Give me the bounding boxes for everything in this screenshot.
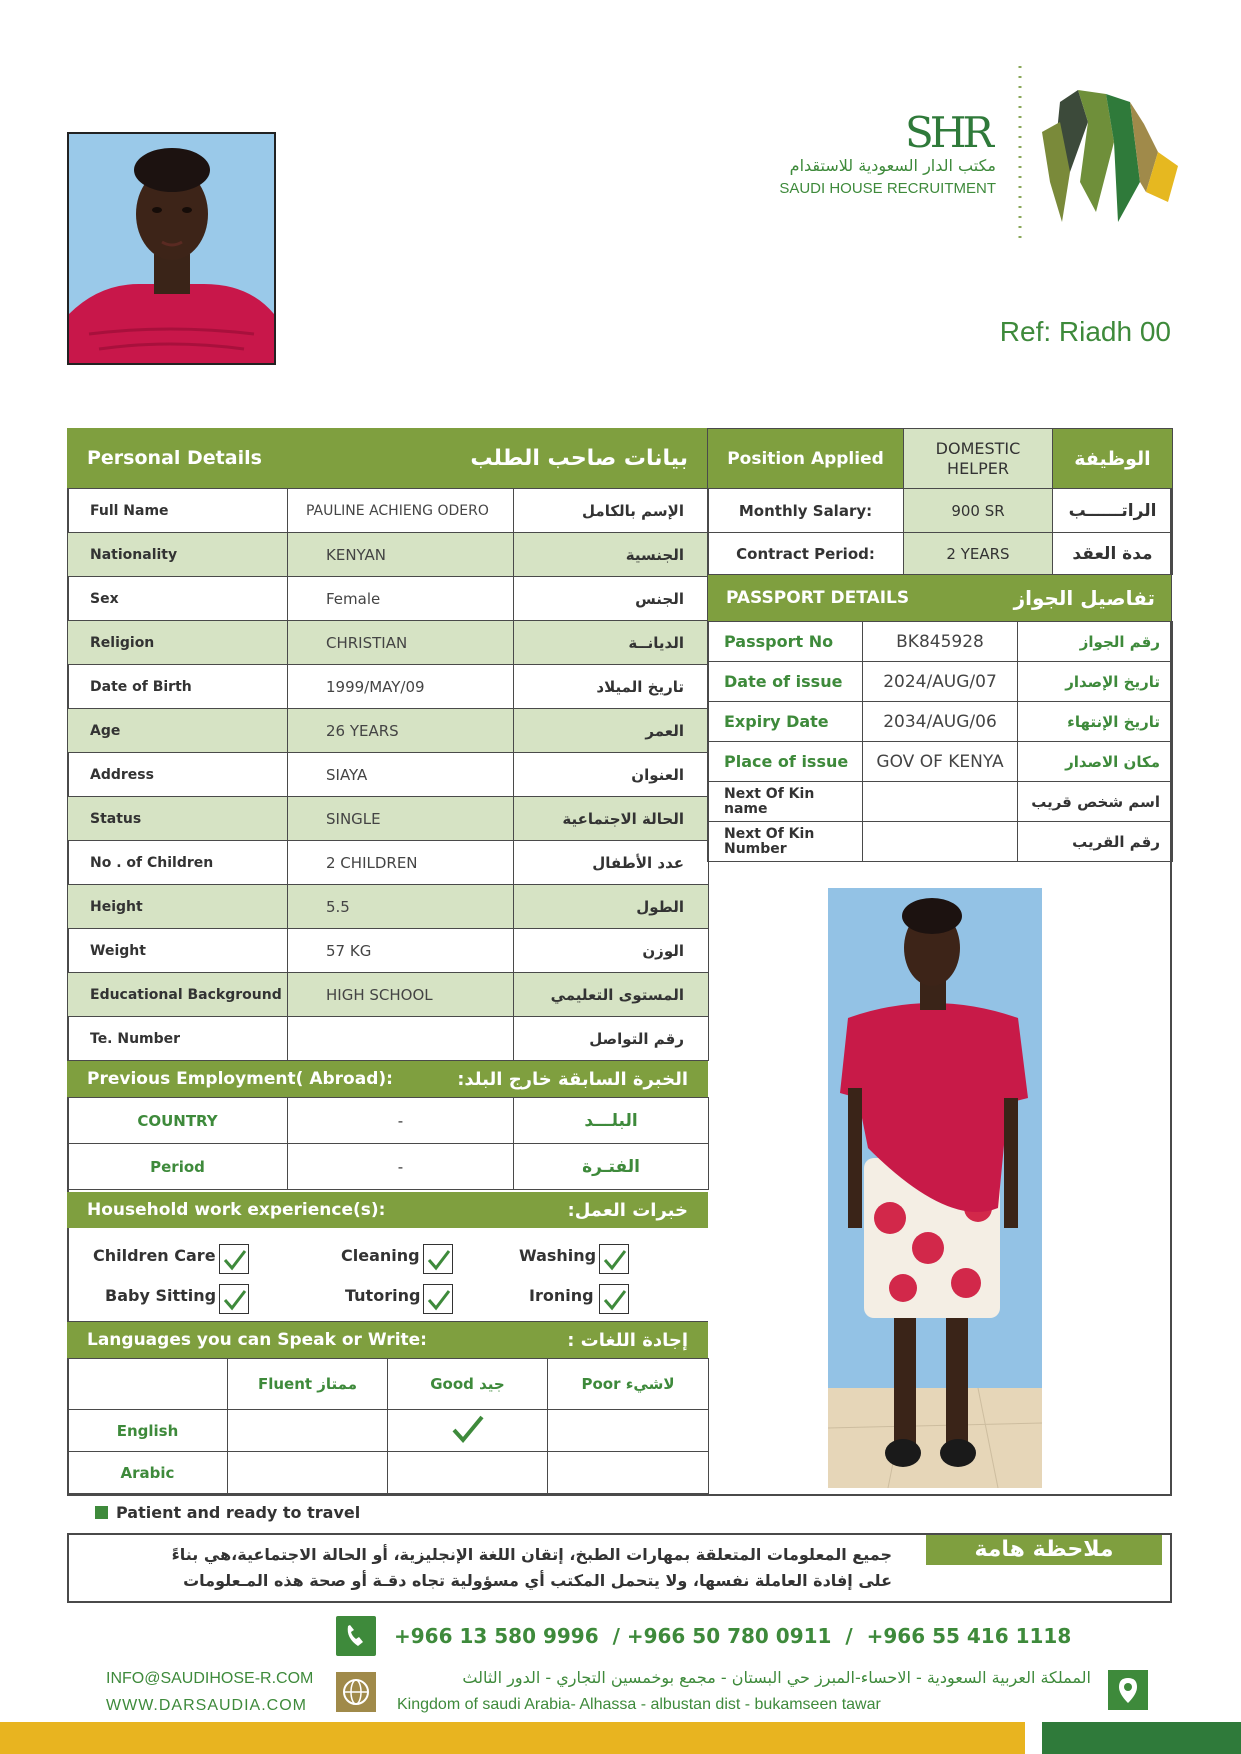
personal-detail-row [68, 621, 709, 665]
detail-label-ar: الإسم بالكامل [514, 489, 709, 533]
household-experience-title: Household work experience(s): [87, 1200, 386, 1220]
detail-label: Height [68, 885, 288, 929]
personal-detail-row [68, 885, 709, 929]
previous-employment-header [67, 1061, 708, 1097]
passport-label: Passport No [708, 622, 863, 662]
good-header: Good جيد [388, 1359, 548, 1410]
full-body-photo [828, 888, 1042, 1488]
detail-value: 57 KG [288, 929, 514, 973]
checkmark-icon [603, 1288, 627, 1312]
remark-line [95, 1503, 360, 1522]
personal-detail-row [68, 533, 709, 577]
household-item-label: Children Care [93, 1246, 216, 1265]
position-applied-value: DOMESTIC HELPER [904, 429, 1053, 489]
detail-label-ar: الحالة الاجتماعية [514, 797, 709, 841]
personal-detail-row [68, 1017, 709, 1061]
fluent-header: Fluent ممتاز [228, 1359, 388, 1410]
detail-value: SINGLE [288, 797, 514, 841]
household-experience-title-ar: خبرات العمل: [567, 1199, 688, 1221]
phone-numbers: +966 13 580 9996 / +966 50 780 0911 / +966 55 416 1118 [394, 1624, 1072, 1648]
household-experience-header [67, 1192, 708, 1228]
detail-label-ar: العنوان [514, 753, 709, 797]
personal-detail-row [68, 665, 709, 709]
phone-icon [336, 1616, 376, 1656]
household-item-checkbox[interactable] [423, 1244, 453, 1274]
household-item-checkbox[interactable] [599, 1284, 629, 1314]
checkmark-icon [427, 1248, 451, 1272]
personal-details-header [67, 428, 708, 488]
important-note-line1: جميع المعلومات المتعلقة بمهارات الطبخ، إتقان اللغة الإنجليزية، أو الحالة الاجتماعية،هي بناءً [171, 1545, 892, 1564]
personal-detail-row [68, 577, 709, 621]
position-section [707, 428, 1172, 862]
detail-value [288, 1017, 514, 1061]
detail-label: Address [68, 753, 288, 797]
important-note-box [67, 1533, 1172, 1603]
personal-detail-row [68, 709, 709, 753]
passport-row [708, 822, 1173, 862]
household-item-label: Cleaning [341, 1246, 420, 1265]
arabic-label: Arabic [68, 1452, 228, 1494]
detail-label-ar: الجنسية [514, 533, 709, 577]
detail-label: Full Name [68, 489, 288, 533]
detail-label-ar: الوزن [514, 929, 709, 973]
globe-icon [336, 1672, 376, 1712]
english-good-check [388, 1410, 548, 1452]
passport-label-ar: اسم شخص قريب [1018, 782, 1173, 822]
passport-label: Next Of Kin name [708, 782, 863, 822]
logo-english-name: SAUDI HOUSE RECRUITMENT [779, 180, 996, 197]
contract-period-value: 2 YEARS [904, 533, 1053, 575]
passport-value: 2034/AUG/06 [863, 702, 1018, 742]
languages-title-ar: إجادة اللغات : [567, 1329, 688, 1351]
household-experience-grid [67, 1228, 708, 1322]
logo-map-icon [1018, 62, 1180, 242]
monthly-salary-label-ar: الراتــــــب [1053, 489, 1173, 533]
english-label: English [68, 1410, 228, 1452]
important-note-title: ملاحظة هامة [926, 1535, 1162, 1565]
personal-detail-row [68, 929, 709, 973]
household-item-checkbox[interactable] [219, 1284, 249, 1314]
passport-row [708, 782, 1173, 822]
previous-employment-title-ar: الخبرة السابقة خارج البلد: [457, 1068, 688, 1090]
personal-details-section [67, 428, 708, 1494]
personal-detail-row [68, 797, 709, 841]
period-label: Period [68, 1144, 288, 1190]
passport-details-header [707, 575, 1172, 621]
detail-label: Religion [68, 621, 288, 665]
footer-email: INFO@SAUDIHOSE-R.COM [106, 1670, 314, 1687]
passport-row [708, 702, 1173, 742]
previous-employment-table [67, 1097, 709, 1190]
detail-value: 5.5 [288, 885, 514, 929]
detail-label-ar: الطول [514, 885, 709, 929]
checkmark-icon [223, 1248, 247, 1272]
remark-text: Patient and ready to travel [116, 1503, 361, 1522]
monthly-salary-value: 900 SR [904, 489, 1053, 533]
detail-label-ar: تاريخ الميلاد [514, 665, 709, 709]
detail-label: Te. Number [68, 1017, 288, 1061]
personal-detail-row [68, 753, 709, 797]
household-item-checkbox[interactable] [219, 1244, 249, 1274]
household-item-label: Washing [519, 1246, 597, 1265]
passport-label: Expiry Date [708, 702, 863, 742]
passport-label-ar: رقم القريب [1018, 822, 1173, 862]
detail-label: Weight [68, 929, 288, 973]
household-item-checkbox[interactable] [423, 1284, 453, 1314]
passport-details-title-ar: تفاصيل الجواز [1013, 586, 1155, 610]
passport-value: 2024/AUG/07 [863, 662, 1018, 702]
detail-value: 1999/MAY/09 [288, 665, 514, 709]
passport-label: Next Of Kin Number [708, 822, 863, 862]
address-english: Kingdom of saudi Arabia- Alhassa - albustan dist - bukamseen tawar [397, 1696, 881, 1713]
detail-label: No . of Children [68, 841, 288, 885]
address-arabic: المملكة العربية السعودية - الاحساء-المبرز حي البستان - مجمع بوخمسين التجاري - الدور الثالث [462, 1668, 1091, 1687]
checkmark-icon [603, 1248, 627, 1272]
detail-label: Nationality [68, 533, 288, 577]
remark-bullet-icon [95, 1506, 108, 1519]
country-label-ar: البلـــد [514, 1098, 709, 1144]
detail-label-ar: المستوى التعليمي [514, 973, 709, 1017]
personal-detail-row [68, 841, 709, 885]
checkmark-icon [427, 1288, 451, 1312]
portrait-photo [67, 132, 276, 365]
detail-value: 26 YEARS [288, 709, 514, 753]
detail-label: Date of Birth [68, 665, 288, 709]
personal-detail-row [68, 973, 709, 1017]
footer-website: WWW.DARSAUDIA.COM [106, 1697, 307, 1714]
passport-table [707, 621, 1173, 862]
detail-label-ar: الجنس [514, 577, 709, 621]
languages-table [67, 1358, 709, 1494]
footer-green-bar [1042, 1722, 1241, 1754]
position-applied-label-ar: الوظيفة [1053, 429, 1173, 489]
previous-employment-title: Previous Employment( Abroad): [87, 1069, 393, 1089]
passport-label-ar: تاريخ الإنتهاء [1018, 702, 1173, 742]
passport-label-ar: مكان الاصدار [1018, 742, 1173, 782]
household-item-label: Tutoring [345, 1286, 421, 1305]
passport-label: Date of issue [708, 662, 863, 702]
detail-value: 2 CHILDREN [288, 841, 514, 885]
passport-row [708, 662, 1173, 702]
detail-value: Female [288, 577, 514, 621]
poor-header: Poor لاشيء [548, 1359, 709, 1410]
detail-label-ar: عدد الأطفال [514, 841, 709, 885]
household-item-label: Ironing [529, 1286, 594, 1305]
passport-label: Place of issue [708, 742, 863, 782]
languages-header [67, 1322, 708, 1358]
household-item-label: Baby Sitting [105, 1286, 217, 1305]
country-label: COUNTRY [68, 1098, 288, 1144]
household-item-checkbox[interactable] [599, 1244, 629, 1274]
footer-yellow-bar [0, 1722, 1025, 1754]
detail-label: Sex [68, 577, 288, 621]
detail-value: HIGH SCHOOL [288, 973, 514, 1017]
personal-details-title: Personal Details [87, 447, 262, 469]
passport-details-title: PASSPORT DETAILS [726, 588, 910, 608]
detail-label-ar: العمر [514, 709, 709, 753]
passport-label-ar: رقم الجواز [1018, 622, 1173, 662]
position-table [707, 428, 1173, 575]
checkmark-icon [223, 1288, 247, 1312]
detail-label: Age [68, 709, 288, 753]
personal-details-table [67, 488, 709, 1061]
period-label-ar: الفتـرة [514, 1144, 709, 1190]
personal-details-title-ar: بيانات صاحب الطلب [470, 445, 688, 471]
company-logo [779, 62, 1180, 242]
passport-row [708, 622, 1173, 662]
monthly-salary-label: Monthly Salary: [708, 489, 904, 533]
passport-label-ar: تاريخ الإصدار [1018, 662, 1173, 702]
logo-letters: SHR [904, 108, 990, 157]
detail-value: PAULINE ACHIENG ODERO [288, 489, 514, 533]
contract-period-label: Contract Period: [708, 533, 904, 575]
passport-value [863, 822, 1018, 862]
detail-label-ar: رقم التواصل [514, 1017, 709, 1061]
passport-value: BK845928 [863, 622, 1018, 662]
passport-value: GOV OF KENYA [863, 742, 1018, 782]
important-note-line2: على إفادة العاملة نفسها، ولا يتحمل المكتب أي مسؤولية تجاه دقـة أو صحة هذه المـعلومات [183, 1571, 892, 1590]
detail-value: KENYAN [288, 533, 514, 577]
contract-period-label-ar: مدة العقد [1053, 533, 1173, 575]
detail-value: CHRISTIAN [288, 621, 514, 665]
period-value: - [288, 1144, 514, 1190]
passport-value [863, 782, 1018, 822]
checkmark-icon [451, 1414, 485, 1444]
location-pin-icon [1108, 1670, 1148, 1710]
logo-arabic-name: مكتب الدار السعودية للاستقدام [789, 156, 996, 175]
detail-label: Status [68, 797, 288, 841]
languages-title: Languages you can Speak or Write: [87, 1330, 427, 1350]
passport-row [708, 742, 1173, 782]
country-value: - [288, 1098, 514, 1144]
detail-label: Educational Background [68, 973, 288, 1017]
detail-label-ar: الديانــة [514, 621, 709, 665]
reference-number: Ref: Riadh 00 [999, 316, 1171, 347]
personal-detail-row [68, 489, 709, 533]
detail-value: SIAYA [288, 753, 514, 797]
position-applied-label: Position Applied [708, 429, 904, 489]
